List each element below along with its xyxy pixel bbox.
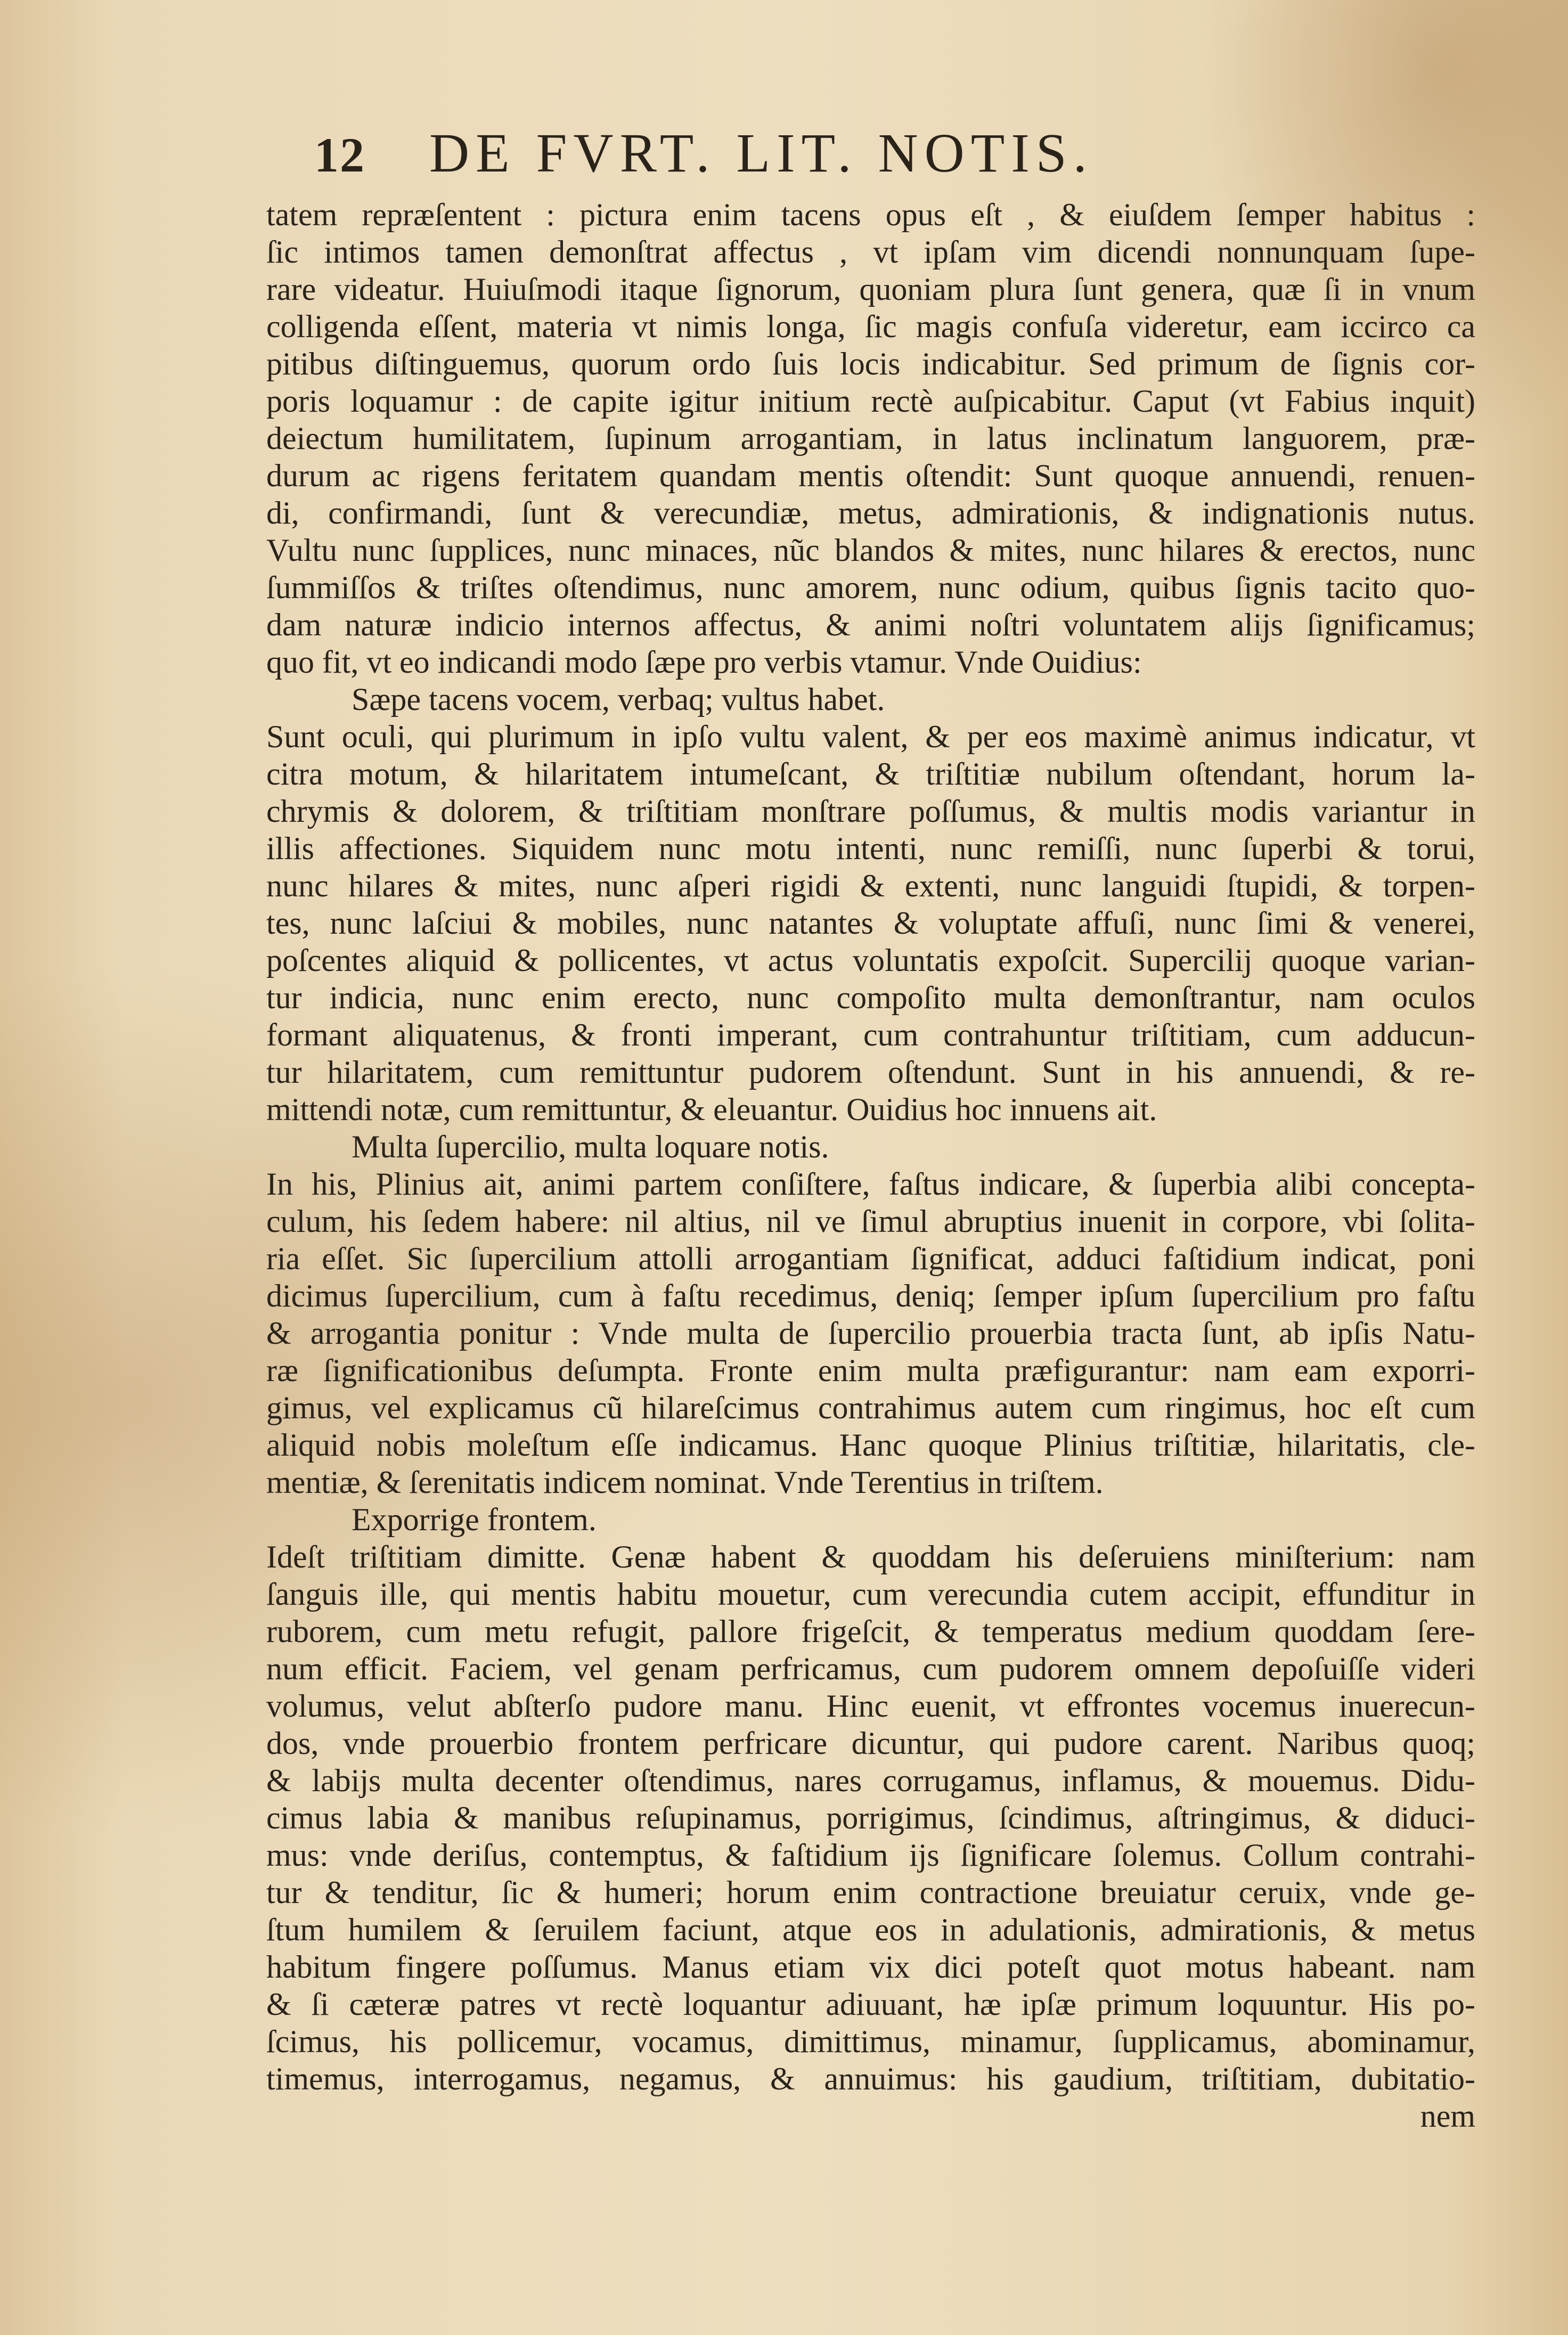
text-line: ſcimus, his pollicemur, vocamus, dimittimus, minamur, ſupplicamus, abominamur, xyxy=(266,2024,1475,2059)
text-line: poſcentes aliquid & pollicentes, vt actus voluntatis expoſcit. Supercilij quoque varian- xyxy=(266,943,1475,978)
text-line: gimus, vel explicamus cũ hilareſcimus contrahimus autem cum ringimus, hoc eſt cum xyxy=(266,1390,1475,1425)
body-text xyxy=(266,196,1475,2135)
text-line: ræ ſignificationibus deſumpta. Fronte enim multa præfigurantur: nam eam exporri- xyxy=(266,1353,1475,1388)
text-line: Ideſt triſtitiam dimitte. Genæ habent & quoddam his deſeruiens miniſterium: nam xyxy=(266,1539,1475,1574)
text-line: di, confirmandi, ſunt & verecundiæ, metus, admirationis, & indignationis nutus. xyxy=(266,495,1475,530)
text-line: & labijs multa decenter oſtendimus, nares corrugamus, inflamus, & mouemus. Didu- xyxy=(266,1763,1475,1798)
text-line: dam naturæ indicio internos affectus, & animi noſtri voluntatem alijs ſignificamus; xyxy=(266,607,1475,642)
text-line: Sunt oculi, qui plurimum in ipſo vultu valent, & per eos maximè animus indicatur, vt xyxy=(266,719,1475,754)
text-line: & ſi cæteræ patres vt rectè loquantur adiuuant, hæ ipſæ primum loquuntur. His po- xyxy=(266,1987,1475,2022)
text-line: tatem repræſentent : pictura enim tacens opus eſt , & eiuſdem ſemper habitus : xyxy=(266,197,1475,232)
text-line: ruborem, cum metu refugit, pallore frigeſcit, & temperatus medium quoddam ſere- xyxy=(266,1614,1475,1649)
page-header xyxy=(314,121,1230,185)
page-number: 12 xyxy=(314,128,365,182)
text-line: tes, nunc laſciui & mobiles, nunc natantes & voluptate affuſi, nunc ſimi & venerei, xyxy=(266,905,1475,941)
text-line: aliquid nobis moleſtum eſſe indicamus. Hanc quoque Plinius triſtitiæ, hilaritatis, cle- xyxy=(266,1427,1475,1463)
text-line: nunc hilares & mites, nunc aſperi rigidi & extenti, nunc languidi ſtupidi, & torpen- xyxy=(266,868,1475,903)
text-line: deiectum humilitatem, ſupinum arrogantiam, in latus inclinatum languorem, præ- xyxy=(266,421,1475,456)
text-line: mittendi notæ, cum remittuntur, & eleuantur. Ouidius hoc innuens ait. xyxy=(266,1092,1157,1127)
text-line: mus: vnde deriſus, contemptus, & faſtidium ijs ſignificare ſolemus. Collum contrahi- xyxy=(266,1838,1475,1873)
text-line: Vultu nunc ſupplices, nunc minaces, nũc blandos & mites, nunc hilares & erectos, nunc xyxy=(266,533,1475,568)
text-line: & arrogantia ponitur : Vnde multa de ſupercilio prouerbia tracta ſunt, ab ipſis Natu- xyxy=(266,1316,1475,1351)
text-line: illis affectiones. Siquidem nunc motu intenti, nunc remiſſi, nunc ſuperbi & torui, xyxy=(266,831,1475,866)
text-line: ſanguis ille, qui mentis habitu mouetur, cum verecundia cutem accipit, effunditur in xyxy=(266,1577,1475,1612)
text-line: cimus labia & manibus reſupinamus, porrigimus, ſcindimus, aſtringimus, & diduci- xyxy=(266,1800,1475,1835)
text-line: In his, Plinius ait, animi partem conſiſtere, faſtus indicare, & ſuperbia alibi concepta- xyxy=(266,1166,1475,1202)
text-line: culum, his ſedem habere: nil altius, nil ve ſimul abruptius inuenit in corpore, vbi ſolita- xyxy=(266,1204,1475,1239)
catchword: nem xyxy=(1420,2099,1475,2134)
text-line: pitibus diſtinguemus, quorum ordo ſuis locis indicabitur. Sed primum de ſignis cor- xyxy=(266,346,1475,381)
verse-quotation: Sæpe tacens vocem, verbaq; vultus habet. xyxy=(352,682,885,717)
text-line: rare videatur. Huiuſmodi itaque ſignorum, quoniam plura ſunt genera, quæ ſi in vnum xyxy=(266,272,1475,307)
running-head: DE FVRT. LIT. NOTIS. xyxy=(429,123,1093,184)
text-line: quo fit, vt eo indicandi modo ſæpe pro verbis vtamur. Vnde Ouidius: xyxy=(266,644,1142,680)
text-line: dos, vnde prouerbio frontem perfricare dicuntur, qui pudore carent. Naribus quoq; xyxy=(266,1726,1475,1761)
text-line: tur hilaritatem, cum remittuntur pudorem oſtendunt. Sunt in his annuendi, & re- xyxy=(266,1055,1475,1090)
text-line: colligenda eſſent, materia vt nimis longa, ſic magis confuſa videretur, eam iccirco ca xyxy=(266,309,1475,344)
text-line: poris loquamur : de capite igitur initium rectè auſpicabitur. Caput (vt Fabius inquit) xyxy=(266,383,1475,419)
text-line: ſic intimos tamen demonſtrat affectus , vt ipſam vim dicendi nonnunquam ſupe- xyxy=(266,234,1475,270)
text-line: tur indicia, nunc enim erecto, nunc compoſito multa demonſtrantur, nam oculos xyxy=(266,980,1475,1015)
text-line: num efficit. Faciem, vel genam perfricamus, cum pudorem omnem depoſuiſſe videri xyxy=(266,1651,1475,1686)
text-line: volumus, velut abſterſo pudore manu. Hinc euenit, vt effrontes vocemus inuerecun- xyxy=(266,1688,1475,1724)
text-line: durum ac rigens feritatem quandam mentis oſtendit: Sunt quoque annuendi, renuen- xyxy=(266,458,1475,493)
text-line: habitum fingere poſſumus. Manus etiam vix dici poteſt quot motus habeant. nam xyxy=(266,1949,1475,1985)
text-line: timemus, interrogamus, negamus, & annuimus: his gaudium, triſtitiam, dubitatio- xyxy=(266,2061,1475,2096)
verse-quotation: Exporrige frontem. xyxy=(352,1502,597,1537)
text-line: formant aliquatenus, & fronti imperant, cum contrahuntur triſtitiam, cum adducun- xyxy=(266,1017,1475,1052)
text-line: ria eſſet. Sic ſupercilium attolli arrogantiam ſignificat, adduci faſtidium indicat, poni xyxy=(266,1241,1475,1276)
text-line: ſtum humilem & ſeruilem faciunt, atque eos in adulationis, admirationis, & metus xyxy=(266,1912,1475,1947)
text-line: mentiæ, & ſerenitatis indicem nominat. Vnde Terentius in triſtem. xyxy=(266,1465,1104,1500)
text-line: ſummiſſos & triſtes oſtendimus, nunc amorem, nunc odium, quibus ſignis tacito quo- xyxy=(266,570,1475,605)
verse-quotation: Multa ſupercilio, multa loquare notis. xyxy=(352,1129,829,1164)
text-line: tur & tenditur, ſic & humeri; horum enim contractione breuiatur ceruix, vnde ge- xyxy=(266,1875,1475,1910)
text-line: dicimus ſupercilium, cum à faſtu recedimus, deniq; ſemper ipſum ſupercilium pro faſtu xyxy=(266,1278,1475,1313)
text-line: citra motum, & hilaritatem intumeſcant, & triſtitiæ nubilum oſtendant, horum la- xyxy=(266,756,1475,791)
text-line: chrymis & dolorem, & triſtitiam monſtrare poſſumus, & multis modis variantur in xyxy=(266,794,1475,829)
